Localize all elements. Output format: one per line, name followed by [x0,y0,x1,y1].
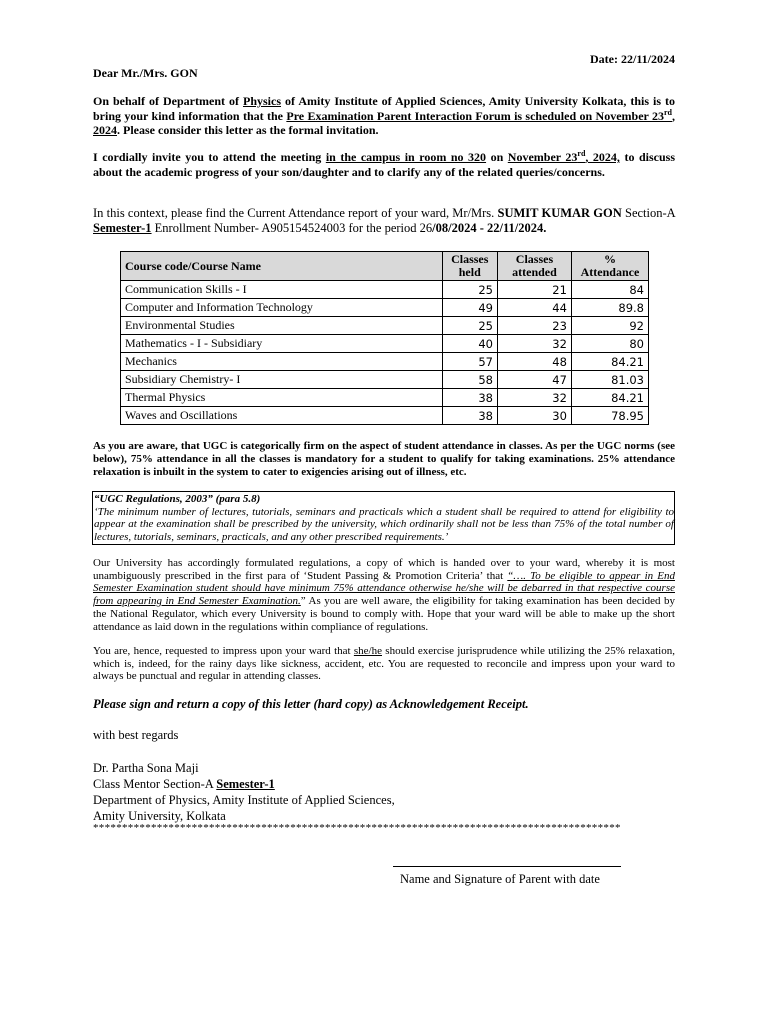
signatory-department: Department of Physics, Amity Institute of Applied Sciences, [93,793,395,807]
university-regulation-paragraph: Our University has accordingly formulated regulations, a copy of which is handed over to your ward, whereby it is most unambiguously prescribed in the first para of ‘Student Passing & Promotion Criteria’ that “…. To be eligible to appear in End Semester Examination student should have minimum 75% attendance otherwise he/she will be debarred in that respective course from appearing in End Semester Examination.” As you are well aware, the eligibility for taking examination has been decided by the National Regulator, which every University is bound to comply with. Hope that your ward will be able to make up the short attendance as laid down in the regulations within compliance of regulations. [93,557,675,633]
header-classes-attended: Classes attended [497,252,571,281]
classes-attended: 23 [497,317,571,335]
invitation-paragraph: On behalf of Department of Physics of Amity Institute of Applied Sciences, Amity University Kolkata, this is to bring your kind information that the Pre Examination Parent Interaction Forum is scheduled on November 23rd, 2024. Please consider this letter as the formal invitation. [93,94,675,137]
attendance-table [120,251,649,425]
classes-held: 38 [442,389,497,407]
table-row [121,281,649,299]
table-row [121,299,649,317]
attendance-percent: 92 [571,317,648,335]
regulation-quote: “…. To be eligible to appear in End Semester Examination student should have minimum 75% attendance otherwise he/she will be debarred in that respective course from appearing in End Semester Examination. [93,569,675,608]
pronoun: she/he [353,645,382,657]
meeting-venue: in the campus in room no 320 [325,150,487,164]
attendance-percent: 84.21 [571,389,648,407]
request-paragraph: You are, hence, requested to impress upon your ward that she/he should exercise jurisprudence while utilizing the 25% relaxation, which is, indeed, for the rainy days like sickness, accident, etc. You are requested to reconcile and impress upon your ward to always be punctual and regular in attending classes. [93,645,675,683]
attendance-percent: 84.21 [571,353,648,371]
course-name: Thermal Physics [121,389,443,407]
classes-attended: 30 [497,407,571,425]
parent-signature-line [393,866,621,867]
classes-held: 40 [442,335,497,353]
course-name: Mechanics [121,353,443,371]
salutation: Dear Mr./Mrs. GON [93,66,198,80]
department-name: Physics [242,94,281,108]
student-name: SUMIT KUMAR GON [497,206,622,220]
classes-attended: 32 [497,335,571,353]
attendance-percent: 89.8 [571,299,648,317]
header-attendance-percent: % Attendance [571,252,648,281]
course-name: Environmental Studies [121,317,443,335]
classes-held: 58 [442,371,497,389]
letter-date: Date: 22/11/2024 [590,52,675,66]
attendance-period: /08/2024 - 22/11/2024. [432,221,547,235]
ugc-regulation-title: “UGC Regulations, 2003” (para 5.8) [94,493,261,505]
table-row [121,389,649,407]
ugc-regulation-quote: ‘The minimum number of lectures, tutorials, seminars and practicals which a student shall be required to attend for eligibility to appear at the examination shall be prescribed by the university, which ordinarily shall not be less than 75% of the total number of lectures, tutorials, seminars, practicals, and any other prescribed requirements.’ [94,505,674,543]
classes-attended: 48 [497,353,571,371]
table-header-row [121,252,649,281]
header-course: Course code/Course Name [121,252,443,281]
course-name: Computer and Information Technology [121,299,443,317]
meeting-date: November 23rd, 2024, [507,149,620,164]
classes-attended: 47 [497,371,571,389]
event-name: Pre Examination Parent Interaction Forum is scheduled on November 23rd, 2024 [93,107,675,137]
attendance-percent: 81.03 [571,371,648,389]
course-name: Mathematics - I - Subsidiary [121,335,443,353]
semester-label: Semester-1 [93,221,152,235]
meeting-paragraph: I cordially invite you to attend the meeting in the campus in room no 320 on November 23rd, 2024, to discuss about the academic progress of your son/daughter and to clarify any of the related queries/concerns. [93,149,675,179]
parent-signature-label: Name and Signature of Parent with date [400,872,600,886]
closing-regards: with best regards [93,728,179,742]
table-row [121,317,649,335]
classes-held: 25 [442,281,497,299]
ugc-norms-paragraph: As you are aware, that UGC is categorically firm on the aspect of student attendance in classes. As per the UGC norms (see below), 75% attendance in all the classes is mandatory for a student to qualify for taking examinations. 25% attendance relaxation is inbuilt in the system to cater to exigencies arising out of illness, etc. [93,440,675,478]
acknowledgement-instruction: Please sign and return a copy of this letter (hard copy) as Acknowledgement Receipt. [93,697,529,711]
course-name: Subsidiary Chemistry- I [121,371,443,389]
header-classes-held: Classes held [442,252,497,281]
table-row [121,335,649,353]
signatory-role: Class Mentor Section-A Semester-1 [93,777,275,791]
separator-stars: ******************************************************************************************* [93,822,621,834]
classes-held: 57 [442,353,497,371]
course-name: Waves and Oscillations [121,407,443,425]
classes-held: 38 [442,407,497,425]
classes-held: 49 [442,299,497,317]
table-row [121,407,649,425]
classes-attended: 21 [497,281,571,299]
classes-attended: 44 [497,299,571,317]
ugc-regulation-box [92,491,675,545]
signatory-name: Dr. Partha Sona Maji [93,761,199,775]
attendance-percent: 84 [571,281,648,299]
table-row [121,371,649,389]
attendance-percent: 78.95 [571,407,648,425]
signatory-university: Amity University, Kolkata [93,809,226,823]
course-name: Communication Skills - I [121,281,443,299]
classes-held: 25 [442,317,497,335]
signatory-semester: Semester-1 [216,777,275,791]
table-row [121,353,649,371]
attendance-intro: In this context, please find the Current Attendance report of your ward, Mr/Mrs. SUMIT KUMAR GON Section-A Semester-1 Enrollment Number- A905154524003 for the period 26/08/2024 - 22/11/2024. [93,206,675,235]
attendance-percent: 80 [571,335,648,353]
classes-attended: 32 [497,389,571,407]
